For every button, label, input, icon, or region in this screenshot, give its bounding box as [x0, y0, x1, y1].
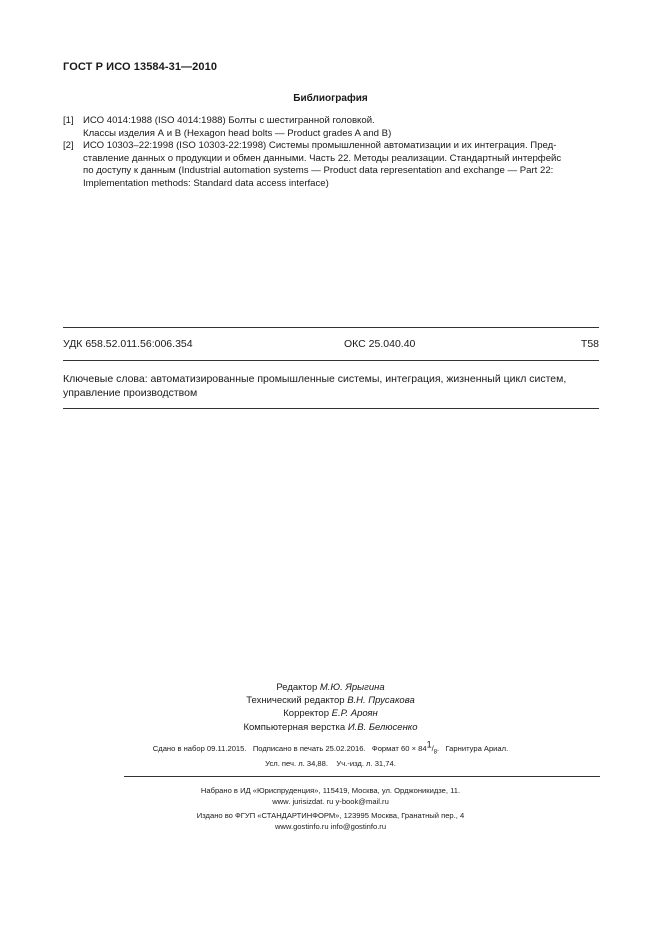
reference-number: [1]	[63, 115, 74, 126]
oks-code: ОКС 25.040.40	[344, 338, 416, 350]
document-header: ГОСТ Р ИСО 13584-31—2010	[63, 61, 218, 73]
bibliography-item-1	[63, 115, 599, 140]
publisher-line1: Набрано в ИД «Юриспруденция», 115419, Москва, ул. Орджоникидзе, 11.	[200, 786, 461, 795]
reference-line: Классы изделия А и В (Hexagon head bolts — Product grades A and B)	[83, 127, 392, 139]
print-info-line1: Сдано в набор 09.11.2015. Подписано в печать 25.02.2016. Формат $60 \times 84^1/_8$. Гарнитура Ариал.	[152, 739, 509, 756]
credit-proofreader: Корректор Е.Р. Ароян	[283, 708, 378, 720]
credits-block	[0, 681, 661, 734]
udk-code: УДК 658.52.011.56:006.354	[63, 338, 193, 350]
divider-middle	[63, 360, 599, 361]
keywords: Ключевые слова: автоматизированные промышленные системы, интеграция, жизненный цикл систем, управление производством	[63, 373, 567, 399]
divider-top	[63, 327, 599, 328]
category-code: T58	[580, 338, 599, 350]
credit-tech-editor: Технический редактор В.Н. Прусакова	[246, 695, 415, 707]
reference-line: ставление данных о продукции и обмен данными. Часть 22. Методы реализации. Стандартный интерфейс	[83, 152, 562, 164]
publisher-line3: Издано во ФГУП «СТАНДАРТИНФОРМ», 123995 Москва, Гранатный пер., 4	[196, 811, 465, 820]
reference-line: Implementation methods: Standard data access interface)	[83, 177, 329, 189]
publisher-line4: www.gostinfo.ru info@gostinfo.ru	[274, 822, 387, 831]
reference-line: ИСО 10303–22:1998 (ISO 10303-22:1998) Системы промышленной автоматизации и их интеграция. Пред-	[83, 140, 557, 151]
reference-line: ИСО 4014:1988 (ISO 4014:1988) Болты с шестигранной головкой.	[83, 115, 375, 126]
print-info-line2: Усл. печ. л. 34,88. Уч.-изд. л. 31,74.	[265, 759, 396, 768]
bibliography-title: Библиография	[293, 93, 368, 104]
divider-bottom	[124, 776, 600, 777]
reference-line: по доступу к данным (Industrial automation systems — Product data representation and exchange — Part 22:	[83, 165, 554, 177]
bibliography-item-2	[63, 140, 599, 190]
credit-editor: Редактор М.Ю. Ярыгина	[276, 682, 385, 693]
credit-layout: Компьютерная верстка И.В. Белюсенко	[243, 721, 418, 733]
publisher-line2: www. jurisizdat. ru y-book@mail.ru	[272, 797, 389, 806]
divider-keywords	[63, 408, 599, 409]
reference-number: [2]	[63, 140, 74, 151]
